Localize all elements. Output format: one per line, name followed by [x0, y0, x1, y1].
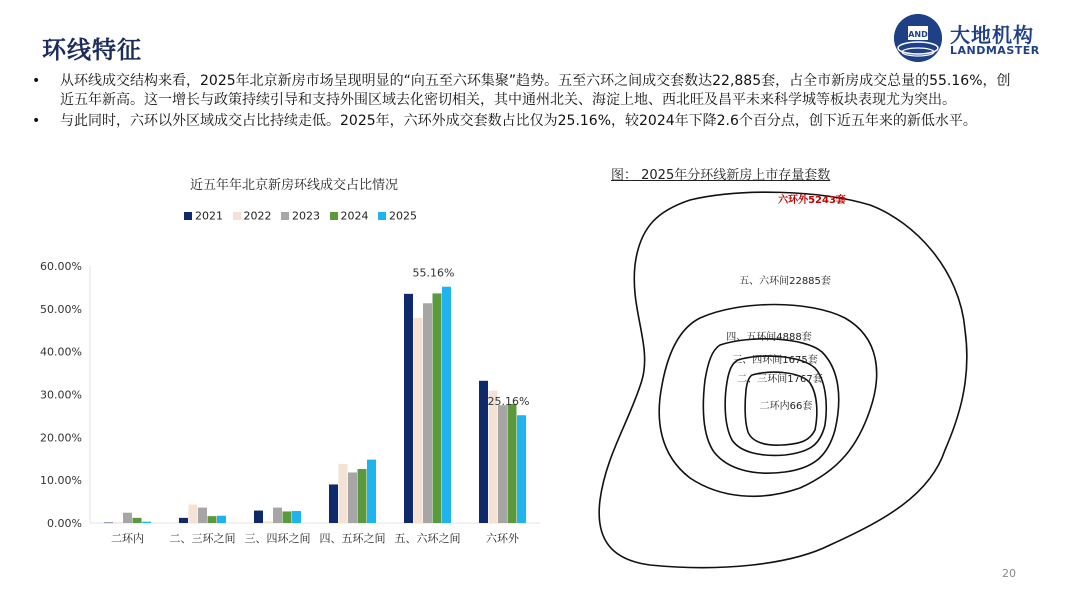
- ring-label-4th-5th: 四、五环间4888套: [726, 332, 812, 343]
- page-title: 环线特征: [42, 36, 142, 64]
- y-tick-label: 40.00%: [40, 345, 82, 359]
- logo-mark-text: AND: [908, 30, 928, 39]
- x-tick-label: 二环内: [111, 532, 144, 545]
- bullet-text: 与此同时，六环以外区域成交占比持续走低。2025年，六环外成交套数占比仅为25.16%，较2024年下降2.6个百分点，创下近五年来的新低水平。: [60, 113, 977, 129]
- y-tick-label: 0.00%: [47, 517, 82, 530]
- y-tick-label: 60.00%: [40, 260, 82, 273]
- y-tick-label: 10.00%: [40, 474, 82, 488]
- x-tick-label: 五、六环之间: [394, 532, 461, 545]
- page-number: 20: [1002, 567, 1016, 580]
- legend-label: 2021: [195, 209, 223, 223]
- data-label: 55.16%: [412, 266, 455, 280]
- logo-name-en: LANDMASTER: [950, 44, 1040, 57]
- legend-label: 2023: [292, 209, 320, 223]
- y-tick-label: 50.00%: [40, 302, 82, 316]
- ring-label-2nd-3rd: 二、三环间1767套: [737, 374, 823, 385]
- ring-diagram-title: 图： 2025年分环线新房上市存量套数: [611, 168, 831, 183]
- ring-label-3rd-4th: 三、四环间1675套: [732, 355, 818, 366]
- data-label: 25.16%: [487, 395, 530, 409]
- ring-label-inner-2nd: 二环内66套: [759, 401, 813, 412]
- ring-label-5th-6th: 五、六环间22885套: [739, 276, 831, 287]
- legend-label: 2025: [389, 209, 417, 223]
- bar-chart-title: 近五年年北京新房环线成交占比情况: [190, 178, 399, 193]
- x-tick-label: 四、五环之间: [319, 532, 386, 545]
- bullet-text: 从环线成交结构来看，2025年北京新房市场呈现明显的“向五至六环集聚”趋势。五至六环之间成交套数达22,885套，占全市新房成交总量的55.16%，创近五年新高。这一增长与政策持续引导和支持外围区域去化密切相关，其中通州北关、海淀上地、西北旺及昌平未来科学城等板块表现尤为突出。: [60, 73, 1011, 108]
- bullet-mark: •: [32, 113, 41, 129]
- y-tick-label: 20.00%: [40, 431, 82, 445]
- legend-label: 2022: [243, 209, 272, 223]
- bullet-mark: •: [32, 73, 41, 89]
- x-tick-label: 六环外: [486, 532, 519, 545]
- x-tick-label: 二、三环之间: [169, 532, 236, 545]
- logo-name-cn: 大地机构: [950, 23, 1034, 47]
- legend-label: 2024: [340, 209, 369, 223]
- ring-label-outside-6th: 六环外5243套: [778, 195, 846, 206]
- y-tick-label: 30.00%: [40, 388, 82, 402]
- x-tick-label: 三、四环之间: [244, 532, 311, 545]
